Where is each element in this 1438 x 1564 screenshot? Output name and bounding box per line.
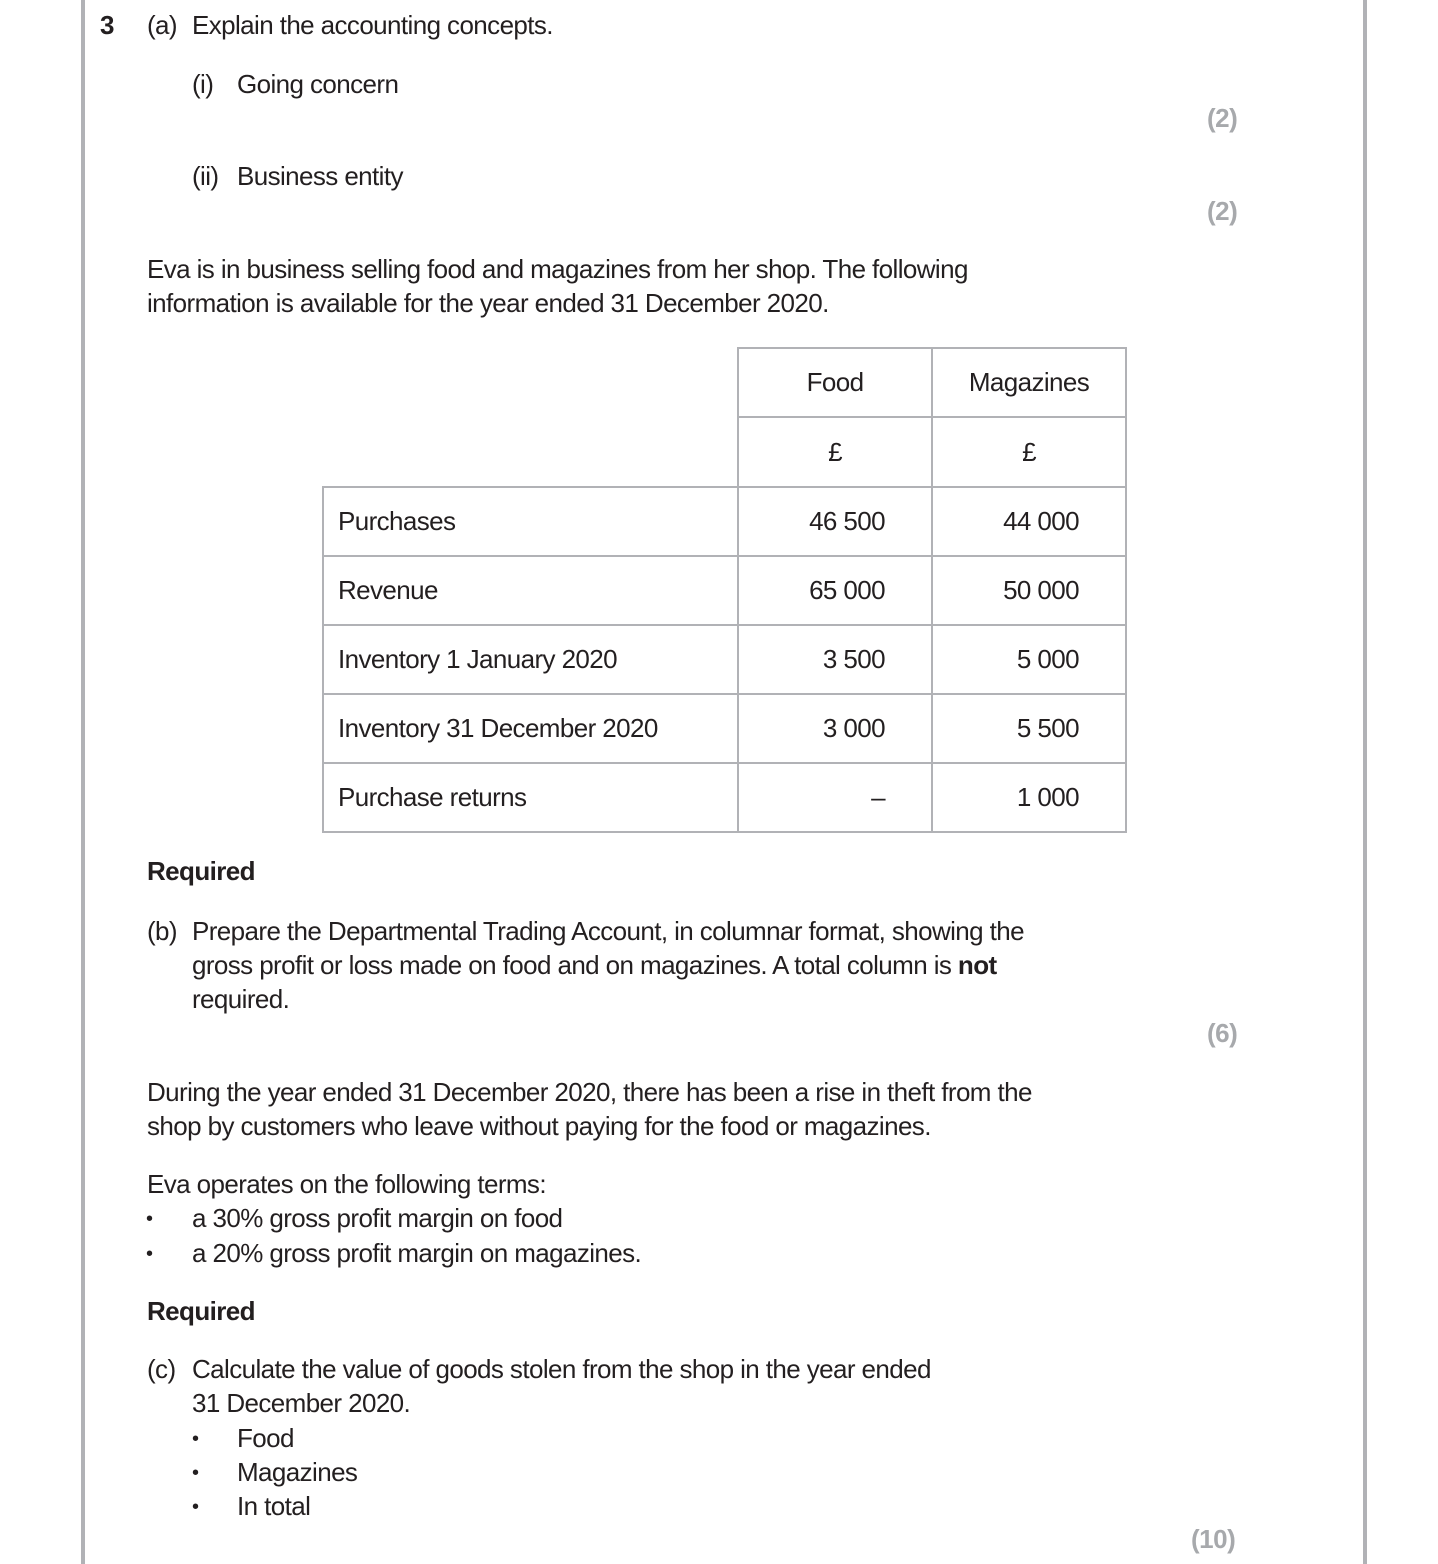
part-c-item-magazines: Magazines: [237, 1457, 358, 1487]
magazines-value: 44 000: [932, 487, 1126, 556]
page-margin-left-border: [81, 0, 85, 1564]
required-heading-1: Required: [147, 856, 255, 886]
part-a-label: (a): [147, 10, 177, 40]
row-label: Purchase returns: [323, 763, 738, 832]
row-label: Inventory 1 January 2020: [323, 625, 738, 694]
food-value: 46 500: [738, 487, 932, 556]
magazines-value: 1 000: [932, 763, 1126, 832]
table-row: [323, 625, 1126, 694]
food-value: 65 000: [738, 556, 932, 625]
food-value: 3 000: [738, 694, 932, 763]
row-label: Inventory 31 December 2020: [323, 694, 738, 763]
column-header-magazines: Magazines: [932, 348, 1126, 417]
part-a-ii-marks: (2): [1207, 196, 1238, 226]
theft-line-1: During the year ended 31 December 2020, there has been a rise in theft from the: [147, 1077, 1032, 1107]
question-number: 3: [100, 10, 115, 40]
part-a-ii-text: Business entity: [237, 161, 403, 191]
part-b-marks: (6): [1207, 1018, 1238, 1048]
table-row: [323, 694, 1126, 763]
part-b-label: (b): [147, 916, 177, 946]
intro-line-2: information is available for the year ended 31 December 2020.: [147, 288, 829, 318]
part-a-ii-label: (ii): [192, 161, 219, 191]
bullet-icon: •: [192, 1462, 200, 1484]
row-label: Purchases: [323, 487, 738, 556]
part-c-item-food: Food: [237, 1423, 294, 1453]
table-row: [323, 556, 1126, 625]
table-currency-row: [323, 417, 1126, 487]
part-b-line-2: [192, 948, 997, 982]
part-c-line-1: Calculate the value of goods stolen from the shop in the year ended: [192, 1354, 931, 1384]
part-a-text: Explain the accounting concepts.: [192, 10, 553, 40]
required-heading-2: Required: [147, 1296, 255, 1326]
currency-magazines: £: [932, 417, 1126, 487]
term-magazines-margin: a 20% gross profit margin on magazines.: [192, 1238, 642, 1268]
bullet-icon: •: [192, 1496, 200, 1518]
term-food-margin: a 30% gross profit margin on food: [192, 1203, 563, 1233]
part-c-line-2: 31 December 2020.: [192, 1388, 411, 1418]
part-b-line-3: required.: [192, 984, 290, 1014]
table-row: [323, 763, 1126, 832]
business-data-table: [322, 347, 1127, 833]
bullet-icon: •: [146, 1243, 154, 1265]
part-c-marks: (10): [1191, 1524, 1236, 1554]
table-header-row: [323, 348, 1126, 417]
part-b-emphasis-not: not: [957, 950, 997, 980]
magazines-value: 50 000: [932, 556, 1126, 625]
magazines-value: 5 000: [932, 625, 1126, 694]
terms-heading: Eva operates on the following terms:: [147, 1169, 546, 1199]
table-row: [323, 487, 1126, 556]
part-c-item-total: In total: [237, 1491, 311, 1521]
food-value: 3 500: [738, 625, 932, 694]
table-currency-blank: [323, 417, 738, 487]
intro-line-1: Eva is in business selling food and magazines from her shop. The following: [147, 254, 968, 284]
part-b-line-2-text: gross profit or loss made on food and on magazines. A total column is: [192, 950, 958, 980]
part-a-i-label: (i): [192, 69, 214, 99]
part-a-i-marks: (2): [1207, 103, 1238, 133]
page-margin-right-border: [1363, 0, 1367, 1564]
theft-line-2: shop by customers who leave without paying for the food or magazines.: [147, 1111, 931, 1141]
bullet-icon: •: [192, 1428, 200, 1450]
bullet-icon: •: [146, 1208, 154, 1230]
part-b-line-1: Prepare the Departmental Trading Account, in columnar format, showing the: [192, 916, 1024, 946]
table-header-blank: [323, 348, 738, 417]
column-header-food: Food: [738, 348, 932, 417]
row-label: Revenue: [323, 556, 738, 625]
currency-food: £: [738, 417, 932, 487]
magazines-value: 5 500: [932, 694, 1126, 763]
part-a-i-text: Going concern: [237, 69, 399, 99]
food-value: –: [738, 763, 932, 832]
part-c-label: (c): [147, 1354, 176, 1384]
